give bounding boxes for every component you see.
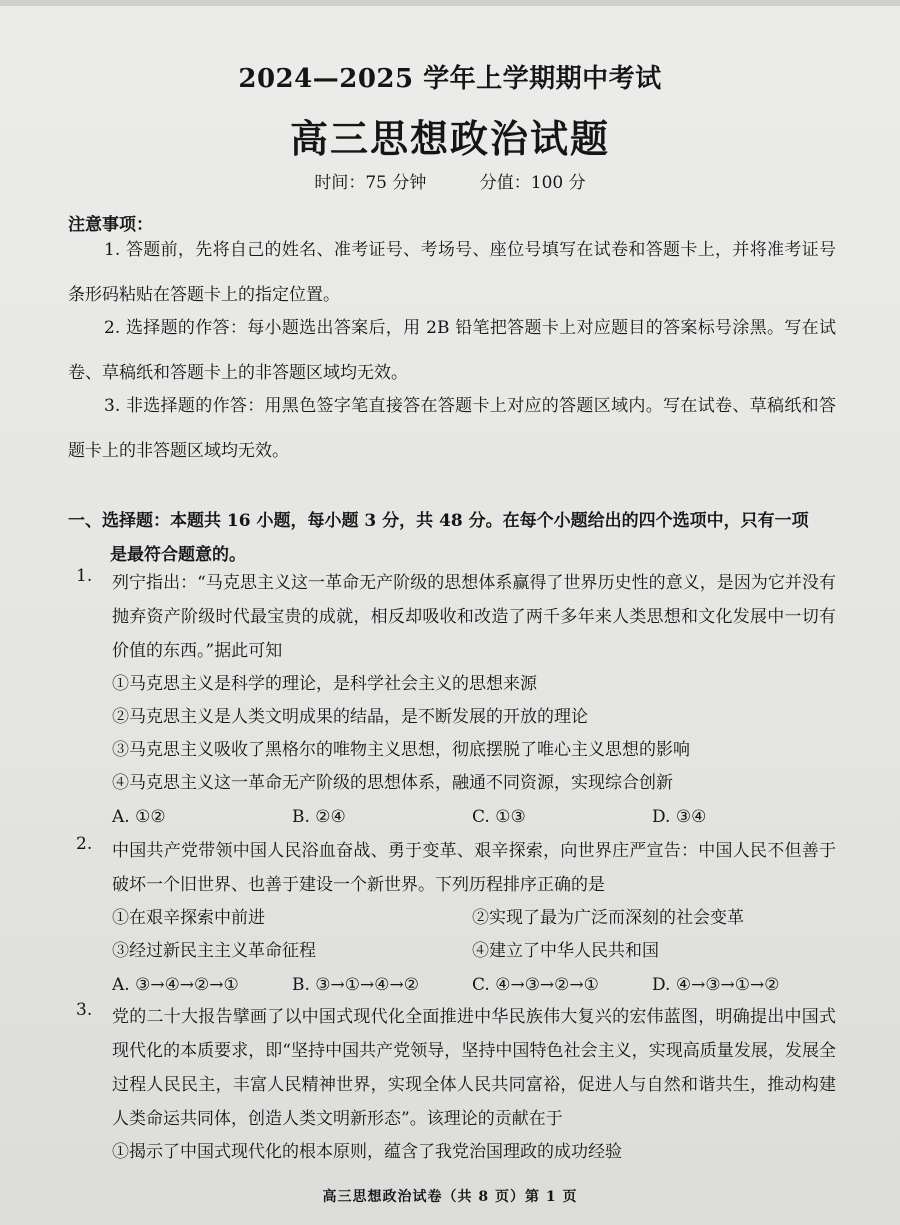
exam-time: 时间：75 分钟 xyxy=(314,173,427,193)
question-number: 3. xyxy=(76,1000,93,1020)
notice-item-1: 1. 答题前，先将自己的姓名、准考证号、考场号、座位号填写在试卷和答题卡上，并将准考证号条形码粘贴在答题卡上的指定位置。 xyxy=(68,240,836,305)
notice-item-3: 3. 非选择题的作答：用黑色签字笔直接答在答题卡上对应的答题区域内。写在试卷、草稿纸和答题卡上的非答题区域均无效。 xyxy=(68,396,836,461)
question-1 xyxy=(76,566,836,834)
exam-title: 2024—2025 学年上学期期中考试 xyxy=(238,64,662,94)
statement-1: ①马克思主义是科学的理论，是科学社会主义的思想来源 xyxy=(112,674,537,694)
question-number: 2. xyxy=(76,834,93,854)
question-stem: 列宁指出：“马克思主义这一革命无产阶级的思想体系赢得了世界历史性的意义，是因为它并没有抛弃资产阶级时代最宝贵的成就，相反却吸收和改造了两千多年来人类思想和文化发展中一切有价值的东西。”据此可知 xyxy=(112,573,836,661)
option-b: B. ③→①→④→② xyxy=(292,975,419,995)
subject-title: 高三思想政治试题 xyxy=(289,116,610,161)
page-footer: 高三思想政治试卷（共 8 页）第 1 页 xyxy=(322,1189,578,1205)
question-stem: 中国共产党带领中国人民浴血奋战、勇于变革、艰辛探索，向世界庄严宣告：中国人民不但善于破坏一个旧世界、也善于建设一个新世界。下列历程排序正确的是 xyxy=(112,841,836,895)
option-a: A. ①② xyxy=(112,807,166,827)
question-body xyxy=(112,566,836,834)
question-stem: 党的二十大报告擘画了以中国式现代化全面推进中华民族伟大复兴的宏伟蓝图，明确提出中国式现代化的本质要求，即“坚持中国共产党领导，坚持中国特色社会主义，实现高质量发展，发展全过程人民民主，丰富人民精神世界，实现全体人民共同富裕，促进人与自然和谐共生，推动构建人类命运共同体，创造人类文明新形态”。该理论的贡献在于 xyxy=(112,1007,836,1129)
question-2 xyxy=(76,834,836,1002)
option-b: B. ②④ xyxy=(292,807,346,827)
exam-score: 分值：100 分 xyxy=(479,173,586,193)
statement-4: ④马克思主义这一革命无产阶级的思想体系，融通不同资源，实现综合创新 xyxy=(112,773,673,793)
option-a: A. ③→④→②→① xyxy=(112,975,239,995)
option-d: D. ③④ xyxy=(652,807,707,827)
answer-options xyxy=(112,800,836,834)
statement-row xyxy=(112,902,836,935)
section-heading-line1: 一、选择题：本题共 16 小题，每小题 3 分，共 48 分。在每个小题给出的四个选项中，只有一项 xyxy=(68,511,809,531)
notice-heading: 注意事项： xyxy=(68,215,153,235)
option-c: C. ④→③→②→① xyxy=(472,975,599,995)
question-3 xyxy=(76,1000,836,1169)
question-body xyxy=(112,834,836,1002)
question-number: 1. xyxy=(76,566,93,586)
statement-2: ②实现了最为广泛而深刻的社会变革 xyxy=(472,908,744,928)
statement-2: ②马克思主义是人类文明成果的结晶，是不断发展的开放的理论 xyxy=(112,707,588,727)
answer-options xyxy=(112,968,836,1002)
option-d: D. ④→③→①→② xyxy=(652,975,780,995)
statement-row xyxy=(112,935,836,968)
section-heading-line2: 是最符合题意的。 xyxy=(110,545,246,565)
statement-3: ③马克思主义吸收了黑格尔的唯物主义思想，彻底摆脱了唯心主义思想的影响 xyxy=(112,740,690,760)
statement-3: ③经过新民主主义革命征程 xyxy=(112,941,316,961)
statement-1: ①揭示了中国式现代化的根本原则，蕴含了我党治国理政的成功经验 xyxy=(112,1142,622,1162)
page-top-edge xyxy=(0,0,900,6)
notice-item-2: 2. 选择题的作答：每小题选出答案后，用 2B 铅笔把答题卡上对应题目的答案标号涂黑。写在试卷、草稿纸和答题卡上的非答题区域均无效。 xyxy=(68,318,836,383)
question-body xyxy=(112,1000,836,1169)
statement-4: ④建立了中华人民共和国 xyxy=(472,941,659,961)
statement-1: ①在艰辛探索中前进 xyxy=(112,908,265,928)
exam-meta xyxy=(0,168,900,193)
option-c: C. ①③ xyxy=(472,807,526,827)
section-heading xyxy=(68,504,836,572)
